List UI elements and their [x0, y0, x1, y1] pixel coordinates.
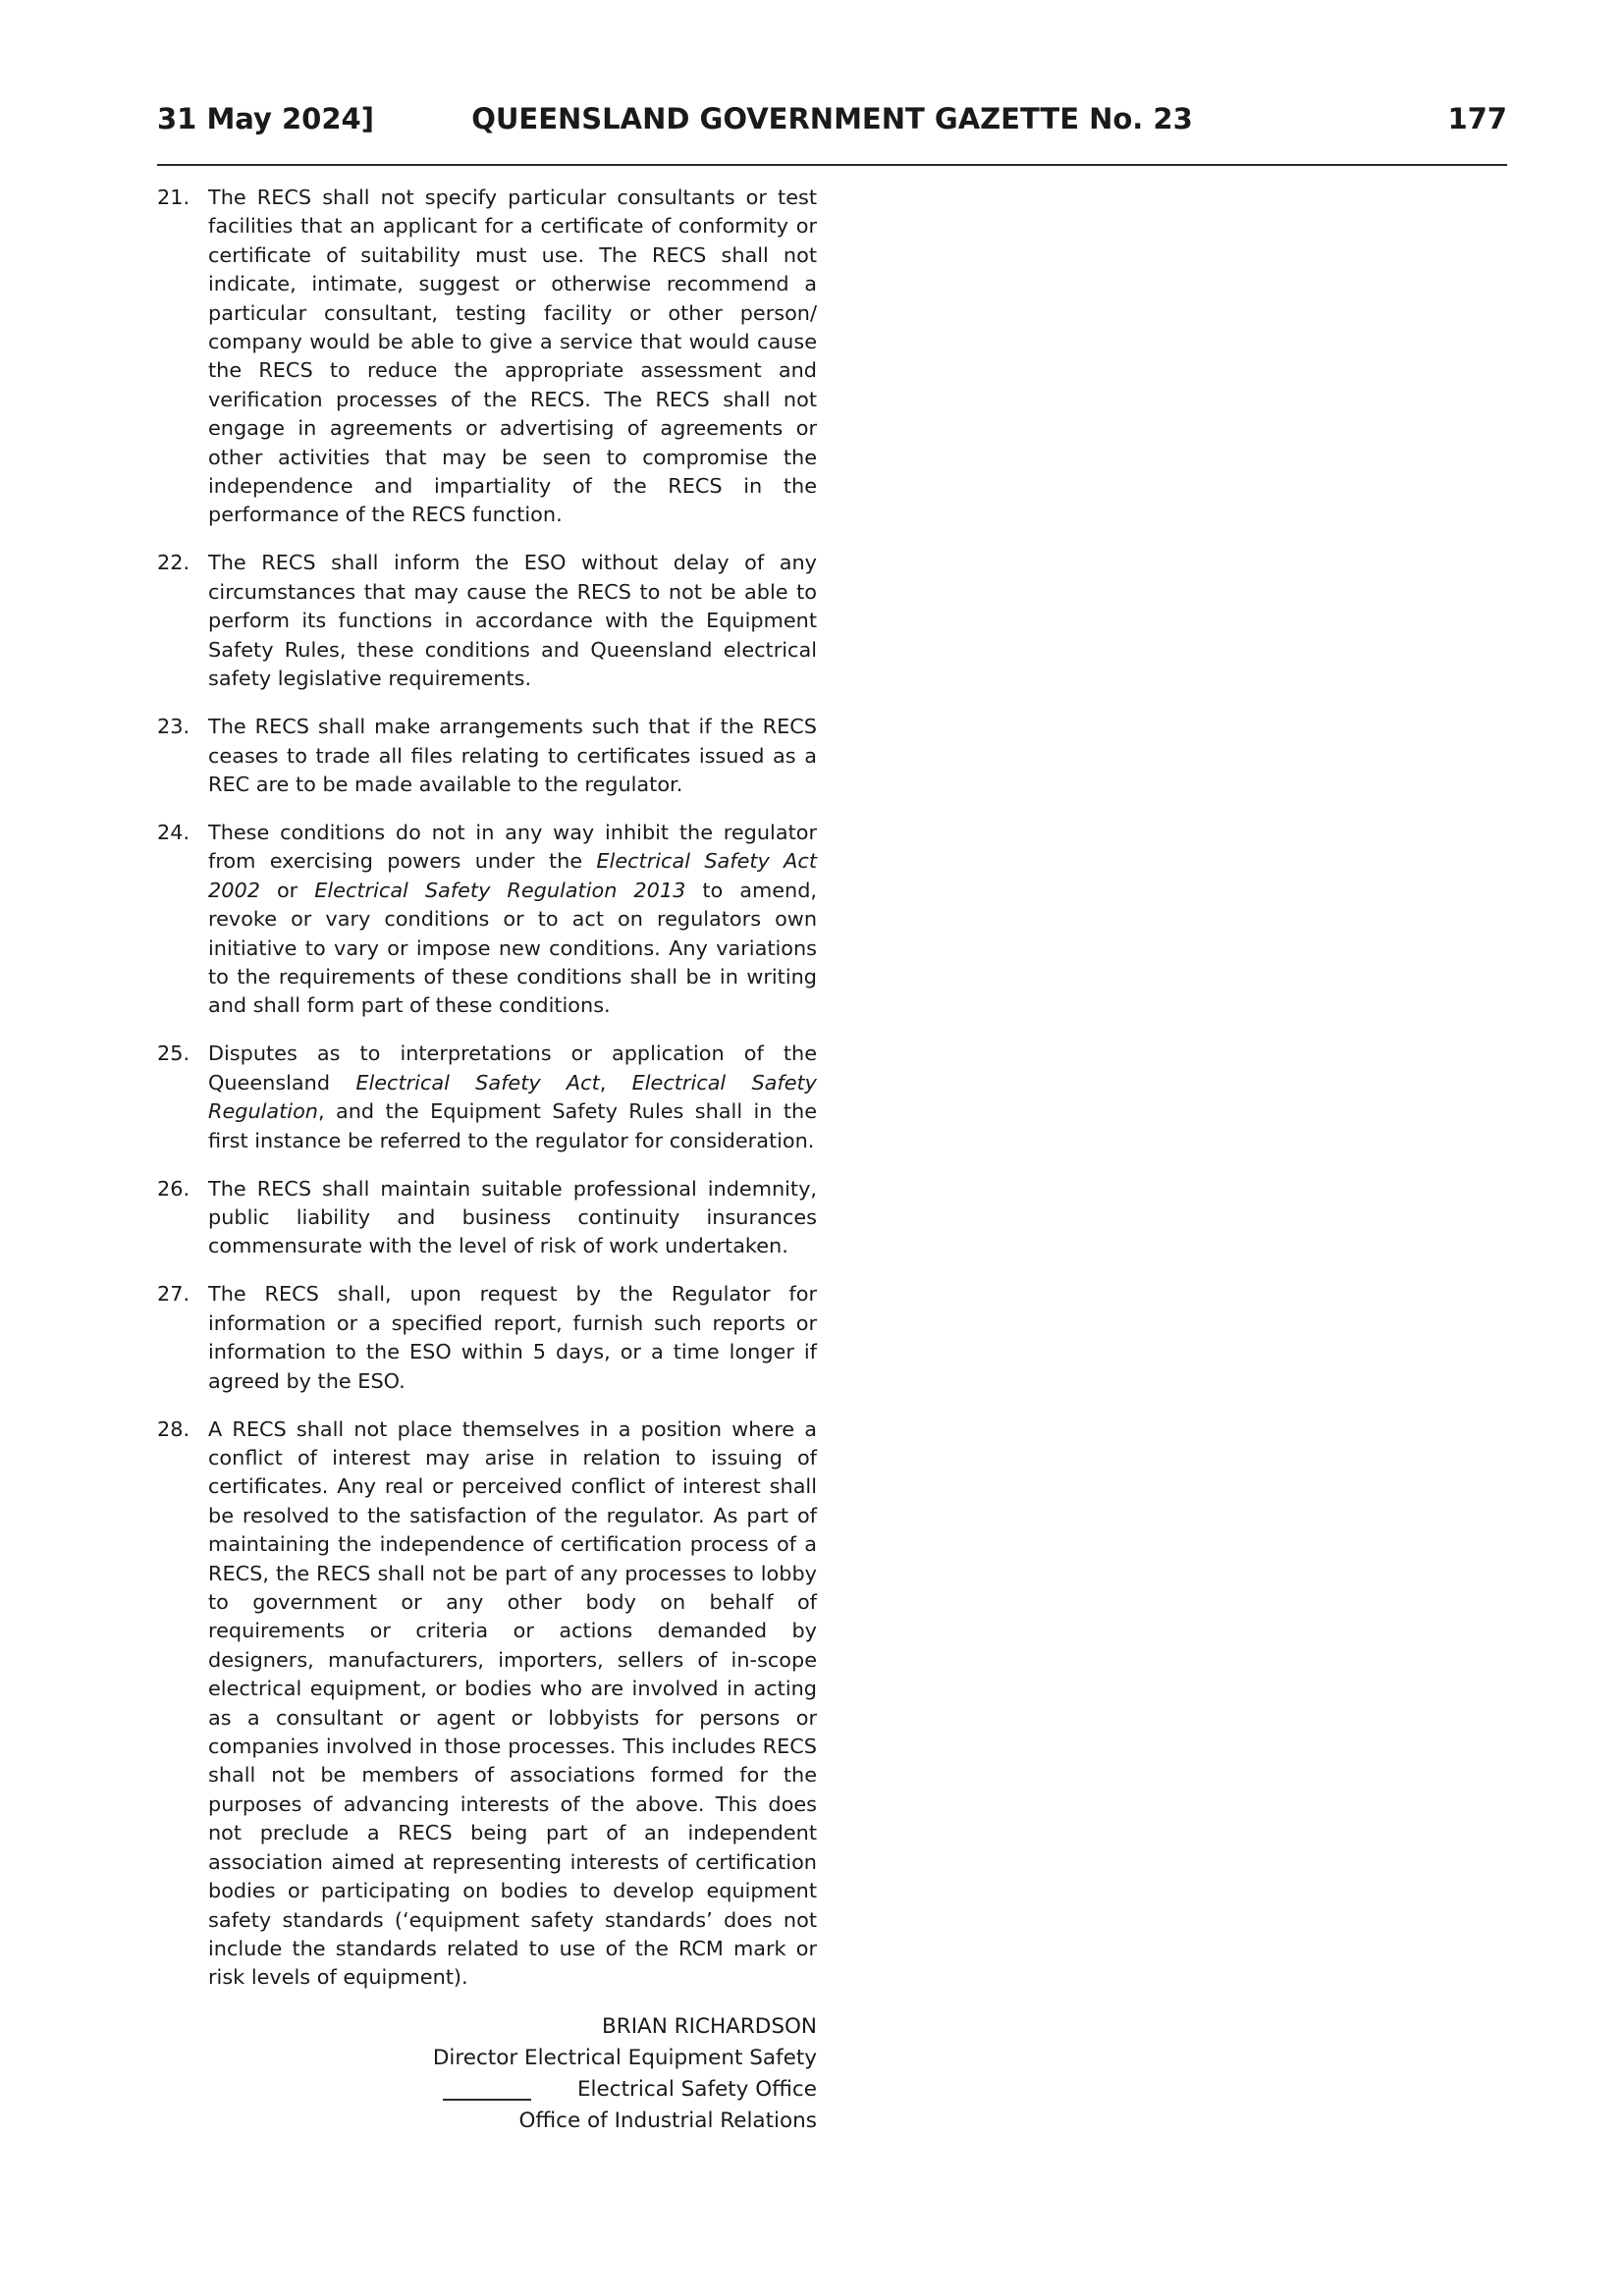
condition-text: [208, 713, 817, 799]
legislation-title: Electrical Safety Regulation 2013: [314, 878, 686, 902]
condition-text: [208, 184, 817, 530]
legislation-title: Electrical Safety Act: [355, 1070, 600, 1095]
condition-item: [157, 1280, 817, 1396]
condition-text: [208, 819, 817, 1021]
condition-text-segment: The RECS shall not specify particular consultants or test facilities that an applicant for a certificate of conformity or certificate of suitability must use. The RECS shall not indicate, intimate, suggest or otherwise recommend a particular consultant, testing facility or other person/ company would be able to give a service that would cause the RECS to reduce the appropriate assessment and verification processes of the RECS. The RECS shall not engage in agreements or advertising of agreements or other activities that may be seen to compromise the independence and impartiality of the RECS in the performance of the RECS function.: [208, 186, 817, 527]
condition-number: 26.: [157, 1176, 190, 1201]
condition-text: [208, 1175, 817, 1261]
header-date: 31 May 2024]: [157, 102, 374, 135]
header-title: QUEENSLAND GOVERNMENT GAZETTE No. 23: [471, 102, 1193, 135]
condition-item: [157, 184, 817, 530]
condition-text-segment: The RECS shall make arrangements such that if the RECS ceases to trade all files relating to certificates issued as a REC are to be made available to the regulator.: [208, 715, 817, 796]
legislation-title: Electrical Safety Act 2002: [208, 849, 817, 902]
conditions-column: [157, 184, 817, 2137]
condition-item: [157, 819, 817, 1021]
condition-number: 21.: [157, 186, 190, 209]
end-separator: [443, 2099, 531, 2101]
condition-text-segment: Disputes as to interpretations or application of the Queensland: [208, 1041, 817, 1095]
legislation-title: Electrical Safety Regulation: [208, 1070, 817, 1124]
condition-text-segment: ,: [599, 1070, 632, 1095]
condition-text: [208, 1280, 817, 1396]
header-rule: [157, 164, 1507, 166]
condition-text: [208, 1415, 817, 1993]
signatory-name: BRIAN RICHARDSON: [602, 2014, 817, 2040]
signatory-department: Office of Industrial Relations: [518, 2109, 817, 2134]
condition-item: [157, 549, 817, 693]
condition-item: [157, 1040, 817, 1155]
condition-text-segment: The RECS shall maintain suitable professional indemnity, public liability and business continuity insurances commensurate with the level of risk of work undertaken.: [208, 1176, 817, 1258]
condition-text-segment: A RECS shall not place themselves in a position where a conflict of interest may arise in relation to issuing of certificates. Any real or perceived conflict of interest shall be resolved to the satisfaction of the regulator. As part of maintaining the independence of certification process of a RECS, the RECS shall not be part of any processes to lobby to government or any other body on behalf of requirements or criteria or actions demanded by designers, manufacturers, importers, sellers of in-scope electrical equipment, or bodies who are involved in acting as a consultant or agent or lobbyists for persons or companies involved in those processes. This includes RECS shall not be members of associations formed for the purposes of advancing interests of the above. This does not preclude a RECS being part of an independent association aimed at representing interests of certification bodies or participating on bodies to develop equipment safety standards (‘equipment safety standards’ does not include the standards related to use of the RCM mark or risk levels of equipment).: [208, 1416, 817, 1990]
condition-text: [208, 549, 817, 693]
condition-text-segment: , and the Equipment Safety Rules shall in the first instance be referred to the regulator for consideration.: [208, 1099, 817, 1152]
condition-number: 25.: [157, 1041, 190, 1066]
signatory-position: Director Electrical Equipment Safety: [432, 2046, 817, 2071]
condition-number: 24.: [157, 820, 190, 844]
condition-number: 23.: [157, 715, 190, 739]
condition-text-segment: to amend, revoke or vary conditions or to act on regulators own initiative to vary or impose new conditions. Any variations to the requirements of these conditions shall be in writing and shall form part of these conditions.: [208, 878, 818, 1018]
condition-text: [208, 1040, 817, 1155]
condition-text-segment: The RECS shall, upon request by the Regulator for information or a specified report, furnish such reports or information to the ESO within 5 days, or a time longer if agreed by the ESO.: [208, 1282, 817, 1393]
header-page-number: 177: [1447, 102, 1507, 135]
condition-number: 27.: [157, 1282, 190, 1307]
signatory-office: Electrical Safety Office: [576, 2077, 817, 2103]
condition-item: [157, 1415, 817, 1993]
conditions-list: [157, 184, 817, 1993]
gazette-header: [157, 98, 1507, 143]
signature-block: [157, 2011, 817, 2137]
condition-number: 22.: [157, 551, 190, 575]
condition-text-segment: or: [259, 878, 315, 902]
condition-number: 28.: [157, 1416, 190, 1441]
condition-item: [157, 713, 817, 799]
condition-text-segment: These conditions do not in any way inhibit the regulator from exercising powers under the: [208, 820, 817, 874]
condition-text-segment: The RECS shall inform the ESO without delay of any circumstances that may cause the RECS to not be able to perform its functions in accordance with the Equipment Safety Rules, these conditions and Queensland electrical safety legislative requirements.: [208, 551, 817, 691]
condition-item: [157, 1175, 817, 1261]
